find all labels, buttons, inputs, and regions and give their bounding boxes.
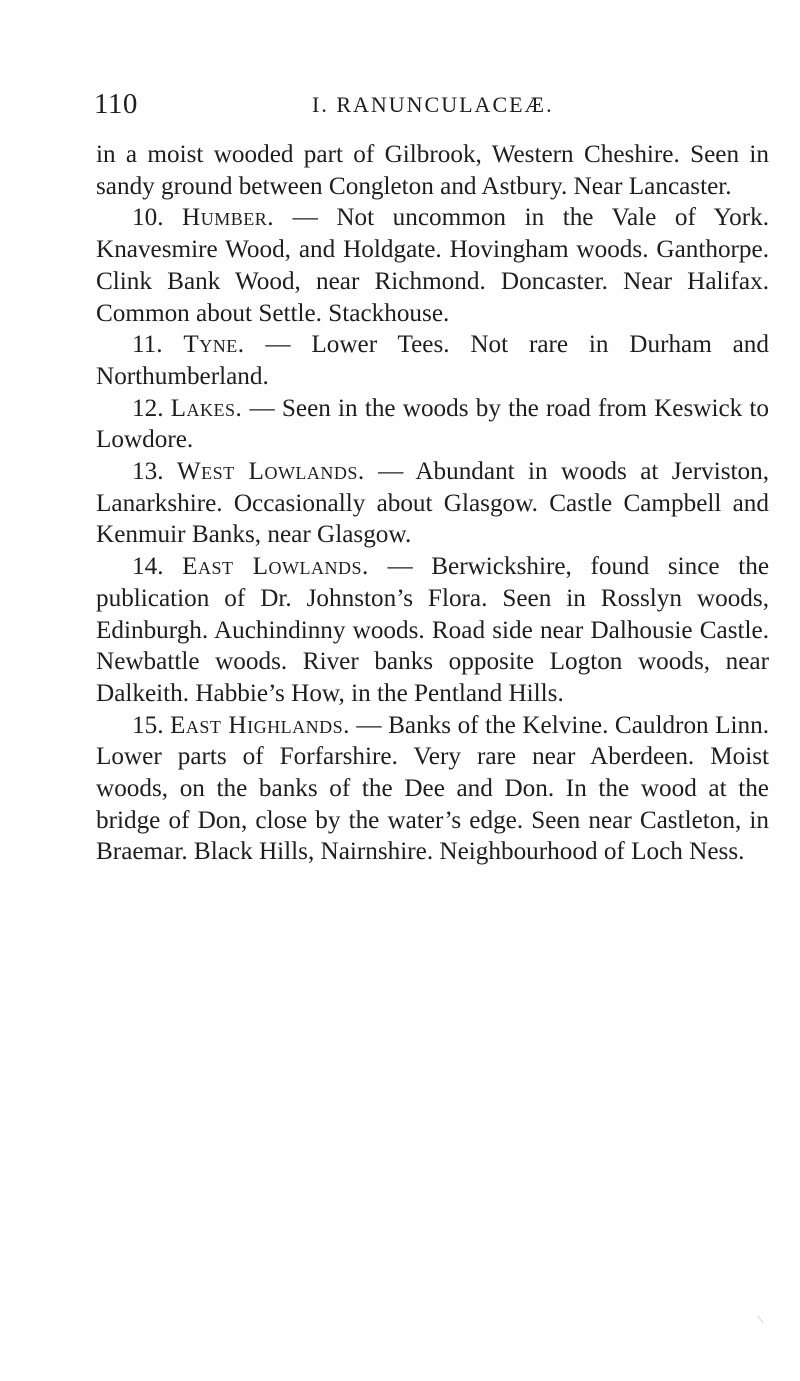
body-text — [96, 139, 769, 868]
entry-text: — Berwickshire, found since the publication of Dr. Johnston’s Flora. Seen in Rosslyn woods, Edinburgh. Auchindinny woods. Road side near Dalhousie Castle. Newbattle woods. River banks opposite Logton woods, near Dalkeith. Habbie’s How, in the Pentland Hills. — [96, 553, 769, 707]
entry-number: 13. — [132, 458, 164, 486]
entry-15 — [96, 710, 769, 869]
entry-text: — Banks of the Kelvine. Cauldron Linn. Lower parts of Forfarshire. Very rare near Aberdeen. Moist woods, on the banks of the Dee and Don. In the wood at the bridge of Don, close by the water’s edge. Seen near Castleton, in Braemar. Black Hills, Nairnshire. Neighbourhood of Loch Ness. — [96, 711, 770, 866]
entry-11 — [96, 329, 769, 392]
entry-12 — [96, 393, 769, 456]
paper-speck — [758, 1316, 764, 1324]
region-name: Humber. — [182, 204, 275, 232]
region-name: Lakes. — [170, 394, 243, 422]
entry-number: 14. — [132, 553, 164, 581]
entry-text: — Abundant in woods at Jerviston, Lanarkshire. Occasionally about Glasgow. Castle Campbell and Kenmuir Banks, near Glasgow. — [96, 458, 770, 549]
entry-number: 10. — [132, 204, 164, 232]
section-title: I. RANUNCULACEÆ. — [312, 92, 554, 117]
entry-text: — Lower Tees. Not rare in Durham and Northumberland. — [96, 331, 769, 390]
entry-number: 12. — [132, 394, 164, 422]
continuation-paragraph: in a moist wooded part of Gilbrook, Western Cheshire. Seen in sandy ground between Congleton and Astbury. Near Lancaster. — [96, 141, 769, 200]
region-name: East Highlands. — [170, 711, 350, 739]
entry-14 — [96, 551, 769, 710]
region-name: East Lowlands. — [182, 553, 369, 581]
region-name: Tyne. — [183, 331, 245, 359]
entry-number: 15. — [132, 711, 164, 739]
entry-text: — Not uncommon in the Vale of York. Knavesmire Wood, and Holdgate. Hovingham woods. Ganthorpe. Clink Bank Wood, near Richmond. Doncaster. Near Halifax. Common about Settle. Stackhouse. — [96, 204, 770, 327]
entry-number: 11. — [132, 331, 163, 359]
region-name: West Lowlands. — [176, 458, 365, 486]
page-number: 110 — [94, 88, 138, 120]
entry-text: — Seen in the woods by the road from Keswick to Lowdore. — [96, 394, 770, 454]
entry-13 — [96, 456, 769, 551]
entry-10 — [96, 202, 769, 329]
running-head — [94, 88, 764, 120]
